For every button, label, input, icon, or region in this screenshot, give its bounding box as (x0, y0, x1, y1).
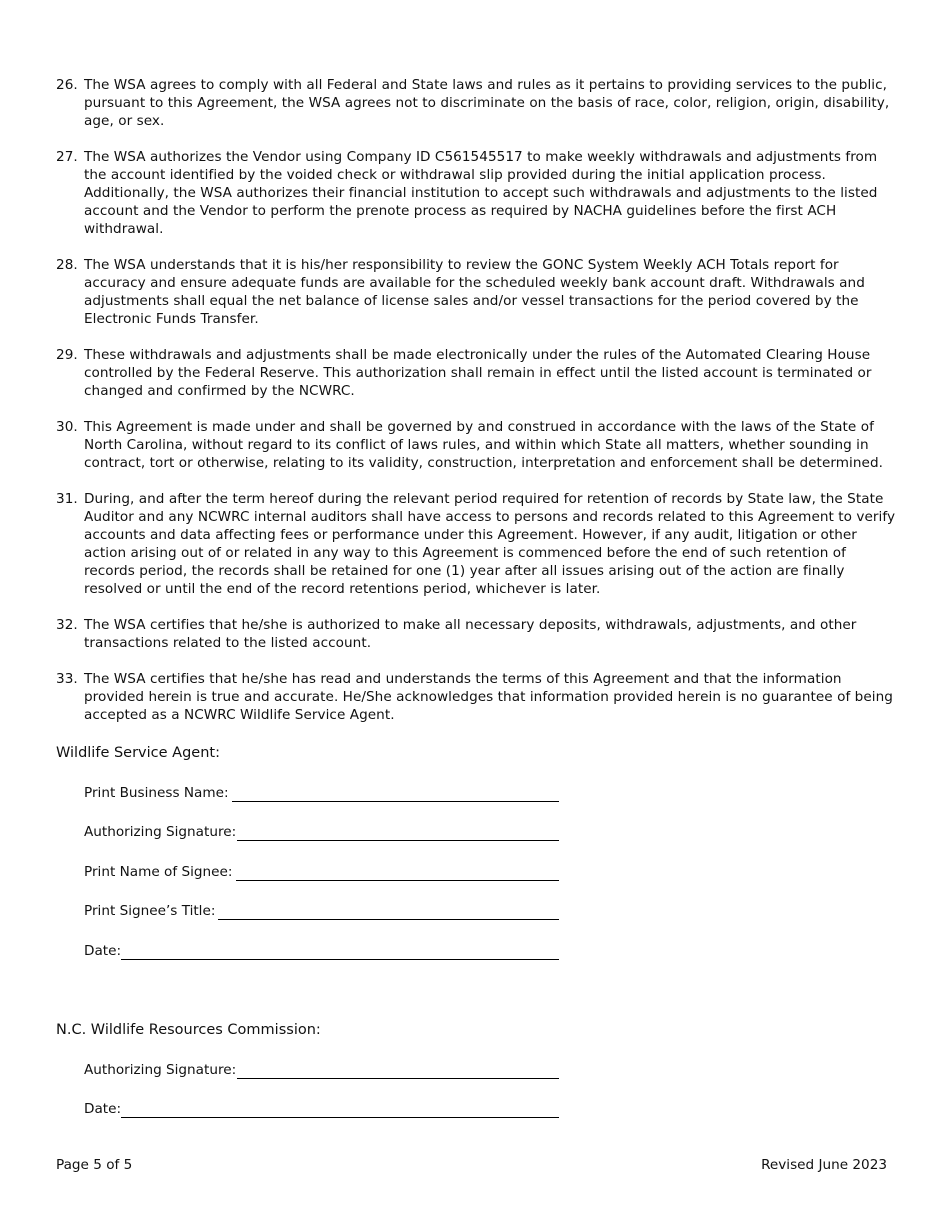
term-number: 27. (56, 149, 78, 165)
signee-title-field[interactable] (84, 900, 560, 920)
wsa-signature-label: Authorizing Signature: (84, 824, 237, 840)
ncwrc-signature-line[interactable] (237, 1078, 559, 1079)
revision-date: Revised June 2023 (761, 1157, 887, 1173)
wsa-date-label: Date: (84, 943, 122, 959)
signee-name-label: Print Name of Signee: (84, 864, 233, 880)
ncwrc-signature-field[interactable] (84, 1059, 560, 1079)
ncwrc-section-title: N.C. Wildlife Resources Commission: (56, 1022, 321, 1038)
ncwrc-signature-label: Authorizing Signature: (84, 1062, 237, 1078)
page-number: Page 5 of 5 (56, 1157, 133, 1173)
ncwrc-date-line[interactable] (121, 1117, 559, 1118)
signee-name-line[interactable] (236, 880, 559, 881)
signee-title-line[interactable] (218, 919, 559, 920)
term-item-26 (56, 76, 896, 130)
term-number: 31. (56, 491, 78, 507)
term-text: The WSA understands that it is his/her responsibility to review the GONC System Weekly ACH Totals report for accuracy and ensure adequate funds are available for the scheduled weekly bank account draft. Withdrawals and adjustments shall equal the net balance of license sales and/or vessel transactions for the period covered by the Electronic Funds Transfer. (84, 257, 865, 327)
wsa-signature-field[interactable] (84, 821, 560, 841)
term-item-32 (56, 616, 896, 652)
term-number: 28. (56, 257, 78, 273)
signee-title-label: Print Signee’s Title: (84, 903, 216, 919)
signee-name-field[interactable] (84, 861, 560, 881)
term-item-31 (56, 490, 896, 598)
term-item-33 (56, 670, 896, 724)
ncwrc-date-label: Date: (84, 1101, 122, 1117)
term-text: This Agreement is made under and shall be governed by and construed in accordance with the laws of the State of North Carolina, without regard to its conflict of laws rules, and within which State all matters, whether sounding in contract, tort or otherwise, relating to its validity, construction, interpretation and enforcement shall be determined. (84, 419, 884, 471)
term-number: 33. (56, 671, 78, 687)
agreement-terms-list (56, 76, 896, 742)
wsa-date-field[interactable] (84, 940, 560, 960)
term-text: The WSA authorizes the Vendor using Company ID C561545517 to make weekly withdrawals and adjustments from the account identified by the voided check or withdrawal slip provided during the initial application process. Additionally, the WSA authorizes their financial institution to accept such withdrawals and adjustments to the listed account and the Vendor to perform the prenote process as required by NACHA guidelines before the first ACH withdrawal. (84, 149, 878, 237)
term-number: 32. (56, 617, 78, 633)
wsa-date-line[interactable] (121, 959, 559, 960)
term-item-29 (56, 346, 896, 400)
term-text: The WSA certifies that he/she is authorized to make all necessary deposits, withdrawals, adjustments, and other transactions related to the listed account. (84, 617, 857, 651)
wsa-section-title: Wildlife Service Agent: (56, 745, 220, 761)
term-text: The WSA agrees to comply with all Federal and State laws and rules as it pertains to providing services to the public, pursuant to this Agreement, the WSA agrees not to discriminate on the basis of race, color, religion, origin, disability, age, or sex. (84, 77, 890, 129)
term-text: During, and after the term hereof during the relevant period required for retention of records by State law, the State Auditor and any NCWRC internal auditors shall have access to persons and records related to this Agreement to verify accounts and data affecting fees or performance under this Agreement. However, if any audit, litigation or other action arising out of or related in any way to this Agreement is commenced before the end of such retention of records period, the records shall be retained for one (1) year after all issues arising out of the action are finally resolved or until the end of the record retentions period, whichever is later. (84, 491, 896, 597)
term-item-27 (56, 148, 896, 238)
wsa-signature-line[interactable] (237, 840, 559, 841)
term-number: 30. (56, 419, 78, 435)
business-name-line[interactable] (232, 801, 559, 802)
term-number: 29. (56, 347, 78, 363)
term-text: These withdrawals and adjustments shall be made electronically under the rules of the Automated Clearing House controlled by the Federal Reserve. This authorization shall remain in effect until the listed account is terminated or changed and confirmed by the NCWRC. (84, 347, 872, 399)
term-number: 26. (56, 77, 78, 93)
ncwrc-date-field[interactable] (84, 1098, 560, 1118)
business-name-field[interactable] (84, 782, 560, 802)
term-text: The WSA certifies that he/she has read and understands the terms of this Agreement and that the information provided herein is true and accurate. He/She acknowledges that information provided herein is no guarantee of being accepted as a NCWRC Wildlife Service Agent. (84, 671, 893, 723)
term-item-30 (56, 418, 896, 472)
business-name-label: Print Business Name: (84, 785, 229, 801)
term-item-28 (56, 256, 896, 328)
